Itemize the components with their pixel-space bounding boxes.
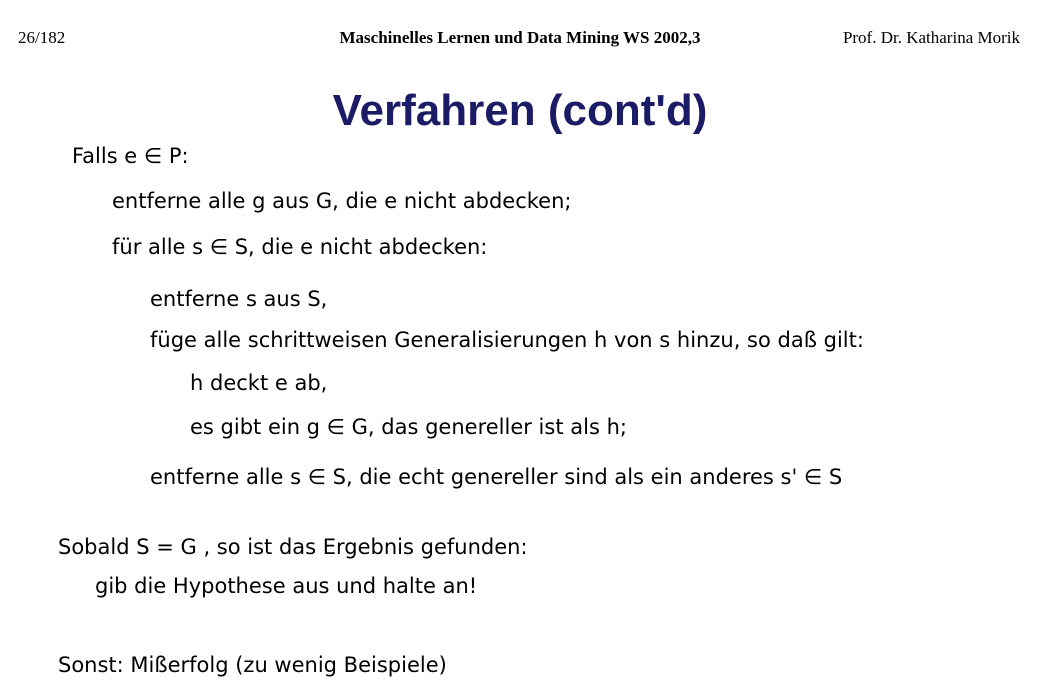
case-positive-line: Falls e ∈ P: bbox=[72, 144, 189, 168]
page-number: 26/182 bbox=[18, 28, 66, 47]
h-covers-e-line: h deckt e ab, bbox=[190, 371, 328, 395]
author: Prof. Dr. Katharina Morik bbox=[842, 28, 1020, 47]
exists-g-line: es gibt ein g ∈ G, das genereller ist als h; bbox=[190, 415, 627, 439]
when-equal-line: Sobald S = G , so ist das Ergebnis gefunden: bbox=[58, 535, 528, 559]
slide-title: Verfahren (cont'd) bbox=[332, 86, 708, 135]
add-generalizations-line: füge alle schrittweisen Generalisierungen h von s hinzu, so daß gilt: bbox=[150, 328, 864, 352]
remove-more-general-line: entferne alle s ∈ S, die echt genereller sind als ein anderes s' ∈ S bbox=[150, 465, 843, 489]
otherwise-line: Sonst: Mißerfolg (zu wenig Beispiele) bbox=[58, 653, 447, 677]
output-halt-line: gib die Hypothese aus und halte an! bbox=[95, 574, 478, 598]
remove-s-line: entferne s aus S, bbox=[150, 287, 328, 311]
remove-g-line: entferne alle g aus G, die e nicht abdecken; bbox=[112, 189, 572, 213]
for-all-s-line: für alle s ∈ S, die e nicht abdecken: bbox=[112, 235, 488, 259]
course-title: Maschinelles Lernen und Data Mining WS 2002,3 bbox=[339, 28, 701, 47]
